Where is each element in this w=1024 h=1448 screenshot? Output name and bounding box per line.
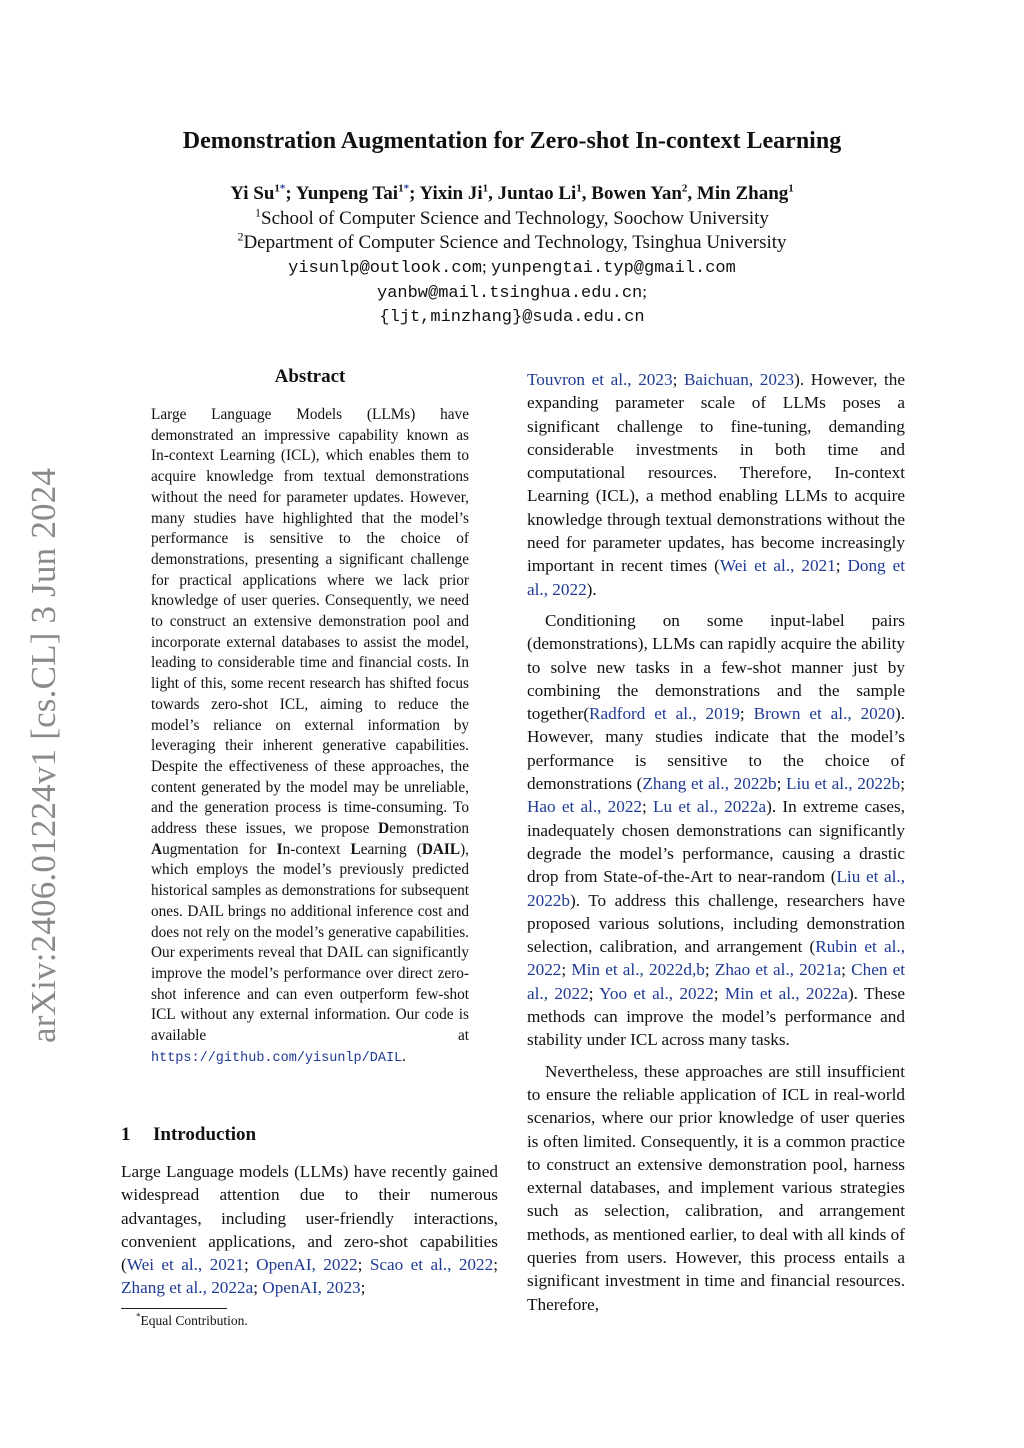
citation-link[interactable]: Brown et al., 2020 — [753, 704, 895, 724]
citation-link[interactable]: OpenAI, 2022 — [256, 1255, 358, 1275]
citation-link[interactable]: Radford et al., 2019 — [589, 704, 740, 724]
equal-contribution-mark[interactable]: * — [279, 182, 286, 195]
citation-link[interactable]: Hao et al., 2022 — [527, 797, 643, 817]
body-text: Large Language models (LLMs) have recently gained widespread attention due to their numerous advantages, including user-friendly interactions, convenient applications, and zero-shot capabilities ( — [121, 1162, 498, 1275]
affiliation-number: 1 — [255, 205, 262, 220]
author-affiliation-mark: 2 — [681, 182, 688, 195]
author-affiliation-mark: 1 — [788, 182, 794, 195]
body-text: ). — [586, 579, 597, 599]
author-affiliation-mark: 1 — [274, 182, 280, 195]
abstract-text-part: n-context — [282, 840, 351, 858]
acronym-letter: A — [151, 840, 163, 858]
author-list: Yi $Su^{1*}$; Yunpeng Tai$^{1*}$; Yixin Ji$^1$, Juntao Li$^1$, Bowen Yan$^2$, Min Zhang$^1$ — [230, 182, 794, 204]
email-line-1: yisunlp@outlook.com; yunpengtai.typ@gmail.com — [288, 257, 736, 278]
affiliation-text: School of Computer Science and Technology, Soochow University — [261, 208, 769, 229]
citation-link[interactable]: OpenAI, 2023 — [262, 1278, 361, 1298]
citation-separator: ; — [253, 1278, 263, 1298]
author-name: Min Zhang — [696, 183, 789, 204]
section-number: 1 — [121, 1124, 131, 1145]
citation-link[interactable]: Lu et al., 2022a — [653, 797, 767, 817]
citation-link[interactable]: Liu et al., 2022b — [527, 867, 905, 910]
email-address: yanbw@mail.tsinghua.edu.cn — [377, 284, 643, 303]
author-affiliation-mark: 1 — [482, 182, 489, 195]
body-text: ). In extreme cases, inadequately chosen demonstrations can significantly degrade the model’s performance, causing a drastic drop from State-of-the-Art to near-random ( — [527, 797, 906, 887]
body-text: Nevertheless, these approaches are still insufficient to ensure the reliable application of ICL in real-world scenarios, where our prior knowledge of user queries is often limited. Consequently, it is a common practice to construct an extensive demonstration pool, harness external databases, and implement various strategies such as selection, calibration, and arrangement methods, as mentioned earlier, to deal with all kinds of queries from users. However, this process entails a significant investment in time and financial resources. Therefore, — [527, 1061, 905, 1314]
footnote-divider — [121, 1308, 227, 1309]
section-title: Introduction — [153, 1124, 257, 1145]
citation-link[interactable]: Rubin et al., 2022 — [527, 937, 905, 980]
citation-separator: ; — [360, 1278, 366, 1298]
author-name: Yi Su — [230, 183, 275, 204]
author-name: Juntao Li — [497, 183, 577, 204]
abstract-text-part: . — [402, 1047, 406, 1065]
email-address: {ljt,minzhang}@suda.edu.cn — [379, 308, 645, 327]
acronym-letter: I — [276, 840, 283, 858]
method-name: DAIL — [421, 840, 461, 858]
body-text: Conditioning on some input-label pairs (demonstrations), LLMs can rapidly acquire the ability to solve new tasks in a few-shot manner just by combining the demonstrations and the sample together( — [527, 610, 905, 724]
email-address: yisunlp@outlook.com — [288, 259, 482, 278]
affiliation-number: 2 — [237, 229, 244, 244]
footnote-mark: * — [136, 1311, 141, 1322]
citation-separator: ; — [243, 1255, 257, 1275]
introduction-paragraph — [121, 1160, 498, 1300]
affiliation-1 — [120, 205, 904, 230]
citation-link[interactable]: Min et al., 2022d,b — [571, 960, 705, 980]
author-name: Bowen Yan — [591, 183, 682, 204]
affiliation-2 — [120, 229, 904, 254]
author-affiliation-mark: 1 — [576, 182, 582, 195]
email-line-3 — [120, 306, 904, 327]
email-line-2: yanbw@mail.tsinghua.edu.cn; — [377, 282, 647, 303]
body-text: ). However, the expanding parameter scale of LLMs poses a significant challenge to fine-tuning, demanding considerable investments in both time and computational resources. Therefore, In-context Learning (ICL), a method enabling LLMs to acquire knowledge through textual demonstrations without the need for parameter updates, has become increasingly important in recent times ( — [527, 370, 905, 576]
citation-link[interactable]: Dong et al., 2022 — [527, 556, 905, 599]
affiliation-text: Department of Computer Science and Technology, Tsinghua University — [243, 232, 787, 253]
citation-link[interactable]: Wei et al., 2021 — [126, 1255, 244, 1275]
body-text: ). These methods can improve the model’s performance and stability under ICL across many tasks. — [527, 983, 906, 1050]
citation-link[interactable]: Yoo et al., 2022 — [599, 983, 714, 1003]
paper-title: Demonstration Augmentation for Zero-shot In-context Learning — [182, 128, 842, 154]
citation-link[interactable]: Chen et al., 2022 — [527, 960, 906, 1003]
abstract-heading: Abstract — [274, 366, 346, 387]
equal-contribution-mark[interactable]: * — [403, 182, 410, 195]
citation-link[interactable]: Zhang et al., 2022a — [121, 1278, 254, 1298]
author-name: Yunpeng Tai — [295, 183, 399, 204]
body-paragraph: Touvron et al., 2023; Baichuan, 2023). However, the expanding parameter scale of LLMs poses a significant challenge to fine-tuning, demanding considerable investments in both time and computational resources. Therefore, In-context Learning (ICL), a method enabling LLMs to acquire knowledge through textual demonstrations without the need for parameter updates, has become increasingly important in recent times (Wei et al., 2021; Dong et al., 2022). — [527, 370, 905, 599]
citation-link[interactable]: Zhao et al., 2021a — [714, 960, 842, 980]
abstract-text — [151, 405, 469, 1070]
body-text: ). However, many studies indicate that the model’s performance is sensitive to the choice of demonstrations ( — [527, 704, 905, 794]
citation-link[interactable]: Liu et al., 2022b — [786, 774, 901, 794]
author-affiliation-mark: 1 — [398, 182, 404, 195]
code-link[interactable]: https://github.com/yisunlp/DAIL — [151, 1050, 403, 1066]
abstract-text-part: ugmentation for — [162, 840, 277, 858]
citation-link[interactable]: Touvron et al., 2023 — [527, 370, 673, 389]
author-name: Yixin Ji — [419, 183, 483, 204]
right-column — [527, 368, 905, 1324]
body-paragraph: Conditioning on some input-label pairs (demonstrations), LLMs can rapidly acquire the ability to solve new tasks in a few-shot manner just by combining the demonstrations and the sample together(Radford et al., 2019; Brown et al., 2020). However, many studies indicate that the model’s performance is sensitive to the choice of demonstrations (Zhang et al., 2022b; Liu et al., 2022b; Hao et al., 2022; Lu et al., 2022a). In extreme cases, inadequately chosen demonstrations can significantly degrade the model’s performance, causing a drastic drop from State-of-the-Art to near-random (Liu et al., 2022b). To address this challenge, researchers have proposed various solutions, including demonstration selection, calibration, and arrangement (Rubin et al., 2022; Min et al., 2022d,b; Zhao et al., 2021a; Chen et al., 2022; Yoo et al., 2022; Min et al., 2022a). These methods can improve the model’s performance and stability under ICL across many tasks. — [527, 610, 906, 1050]
citation-link[interactable]: Scao et al., 2022 — [369, 1255, 494, 1275]
arxiv-identifier-stamp: arXiv:2406.01224v1 [cs.CL] 3 Jun 2024 — [24, 467, 63, 1043]
abstract-text-part: earning ( — [360, 840, 422, 858]
abstract-text-part: ), which employs the model’s previously predicted historical samples as demonstrations for subsequent ones. DAIL brings no additional inference cost and does not rely on the model’s generative capabilities. Our experiments reveal that DAIL can significantly improve the model’s performance over direct zero-shot inference and can even outperform few-shot ICL without any external information. Our code is available at — [151, 840, 469, 1045]
email-address: yunpengtai.typ@gmail.com — [490, 259, 736, 278]
abstract-text-part: Large Language Models (LLMs) have demonstrated an impressive capability known as In-context Learning (ICL), which enables them to acquire knowledge from textual demonstrations without the need for parameter updates. However, many studies have highlighted that the model’s performance is sensitive to the choice of demonstrations, presenting a significant challenge for practical applications where we lack prior knowledge of user queries. Consequently, we need to construct an extensive demonstration pool and incorporate external databases to assist the model, leading to considerable time and financial costs. In light of this, some recent research has shifted focus towards zero-shot ICL, aiming to reduce the model’s reliance on external information by leveraging their inherent generative capabilities. Despite the effectiveness of these approaches, the content generated by the model may be unreliable, and the generation process is time-consuming. To address these issues, we propose — [151, 406, 469, 838]
body-paragraph — [527, 1060, 905, 1316]
citation-link[interactable]: Zhang et al., 2022b — [642, 774, 777, 794]
citation-link[interactable]: Min et al., 2022a — [724, 983, 848, 1003]
acronym-letter: D — [378, 820, 390, 838]
citation-separator: ; — [493, 1255, 498, 1275]
acronym-letter: L — [350, 840, 361, 858]
citation-link[interactable]: Baichuan, 2023 — [683, 370, 795, 389]
section-heading-introduction — [121, 1124, 256, 1146]
citation-link[interactable]: Wei et al., 2021 — [719, 556, 836, 576]
footnote — [136, 1313, 248, 1329]
citation-separator: ; — [357, 1255, 370, 1275]
footnote-text: Equal Contribution. — [140, 1313, 248, 1328]
abstract-text-part: emonstration — [389, 820, 469, 838]
body-text: ). To address this challenge, researchers have proposed various solutions, including demonstration selection, calibration, and arrangement ( — [527, 890, 905, 957]
